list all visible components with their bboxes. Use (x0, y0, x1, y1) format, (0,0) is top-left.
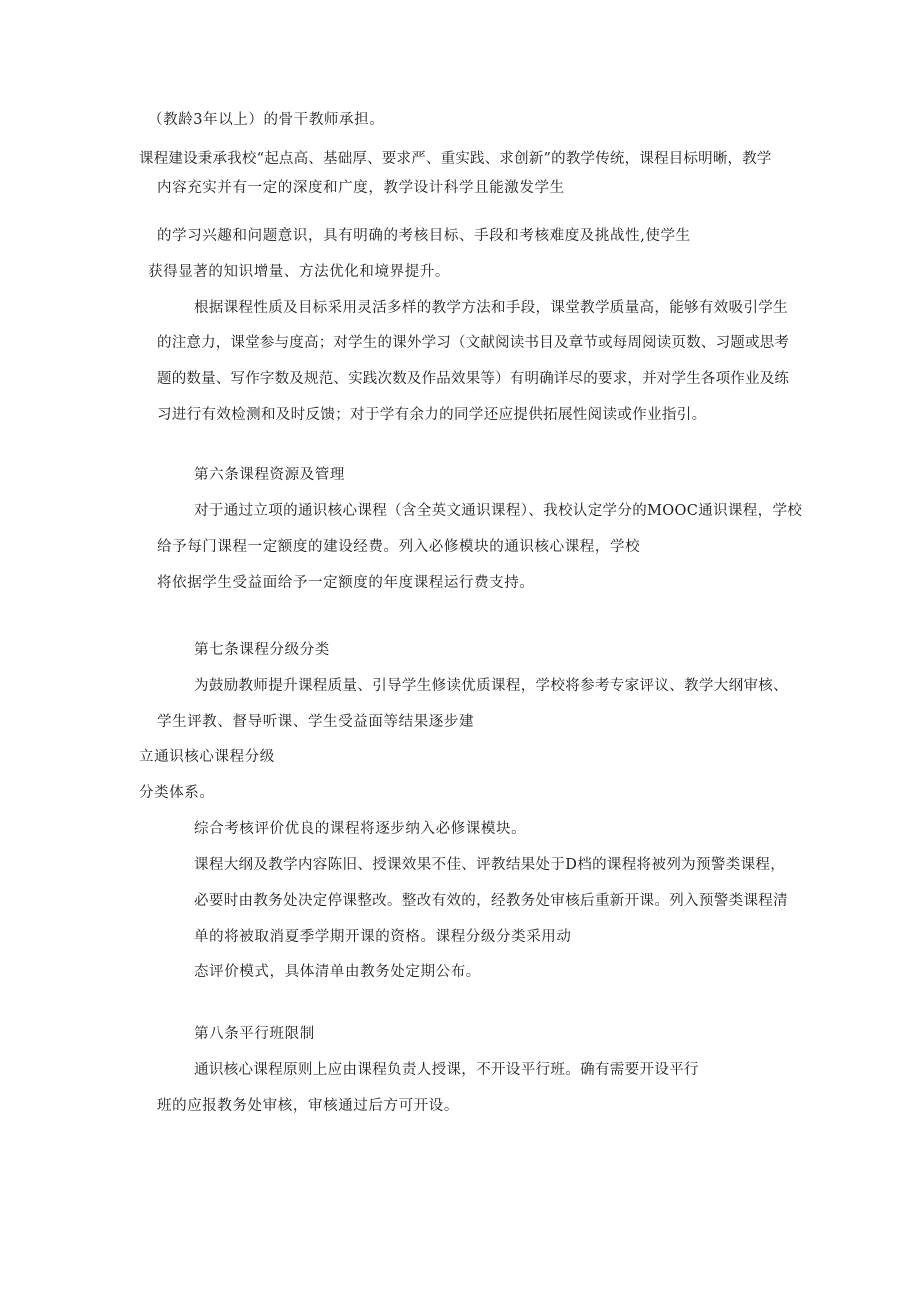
text-line: 综合考核评价优良的课程将逐步纳入必修课模块。 (194, 821, 527, 837)
text-line: 课程建设秉承我校“起点高、基础厚、要求严、重实践、求创新”的教学传统，课程目标明晰，教学 (139, 151, 772, 167)
text-line: 课程大纲及教学内容陈旧、授课效果不佳、评教结果处于D档的课程将被列为预警类课程， (194, 857, 786, 873)
text-line: 通识核心课程原则上应由课程负责人授课，不开设平行班。确有需要开设平行 (194, 1062, 699, 1078)
text-line: 的注意力，课堂参与度高；对学生的课外学习（文献阅读书目及章节或每周阅读页数、习题或思考 (157, 335, 790, 351)
text-line: 对于通过立项的通识核心课程（含全英文通识课程）、我校认定学分的MOOC通识课程，学校 (194, 503, 803, 519)
text-line: 习进行有效检测和及时反馈；对于学有余力的同学还应提供拓展性阅读或作业指引。 (157, 407, 707, 423)
text-line: 态评价模式，具体清单由教务处定期公布。 (194, 964, 481, 980)
text-line: 为鼓励教师提升课程质量、引导学生修读优质课程，学校将参考专家评议、教学大纲审核、 (194, 678, 788, 694)
text-line: 获得显著的知识增量、方法优化和境界提升。 (148, 264, 450, 280)
text-line: 学生评教、督导听课、学生受益面等结果逐步建 (157, 714, 475, 730)
text-line: 给予每门课程一定额度的建设经费。列入必修模块的通识核心课程，学校 (157, 539, 641, 555)
text-line: （教龄3年以上）的骨干教师承担。 (148, 112, 385, 128)
text-line: 题的数量、写作字数及规范、实践次数及作品效果等）有明确详尽的要求，并对学生各项作业及练 (157, 371, 790, 387)
text-line: 将依据学生受益面给予一定额度的年度课程运行费支持。 (157, 575, 535, 591)
text-line: 立通识核心课程分级 (139, 749, 275, 765)
text-line: 单的将被取消夏季学期开课的资格。课程分级分类采用动 (194, 929, 572, 945)
section-heading: 第七条课程分级分类 (194, 642, 330, 658)
text-line: 根据课程性质及目标采用灵活多样的教学方法和手段，课堂教学质量高，能够有效吸引学生 (194, 300, 788, 316)
text-line: 班的应报教务处审核，审核通过后方可开设。 (157, 1098, 459, 1114)
text-line: 必要时由教务处决定停课整改。整改有效的，经教务处审核后重新开课。列入预警类课程清 (194, 893, 788, 909)
section-heading: 第八条平行班限制 (194, 1026, 315, 1042)
text-line: 内容充实并有一定的深度和广度，教学设计科学且能激发学生 (157, 180, 565, 196)
text-line: 的学习兴趣和问题意识，具有明确的考核目标、手段和考核难度及挑战性,使学生 (157, 228, 691, 244)
text-line: 分类体系。 (139, 785, 215, 801)
section-heading: 第六条课程资源及管理 (194, 467, 345, 483)
